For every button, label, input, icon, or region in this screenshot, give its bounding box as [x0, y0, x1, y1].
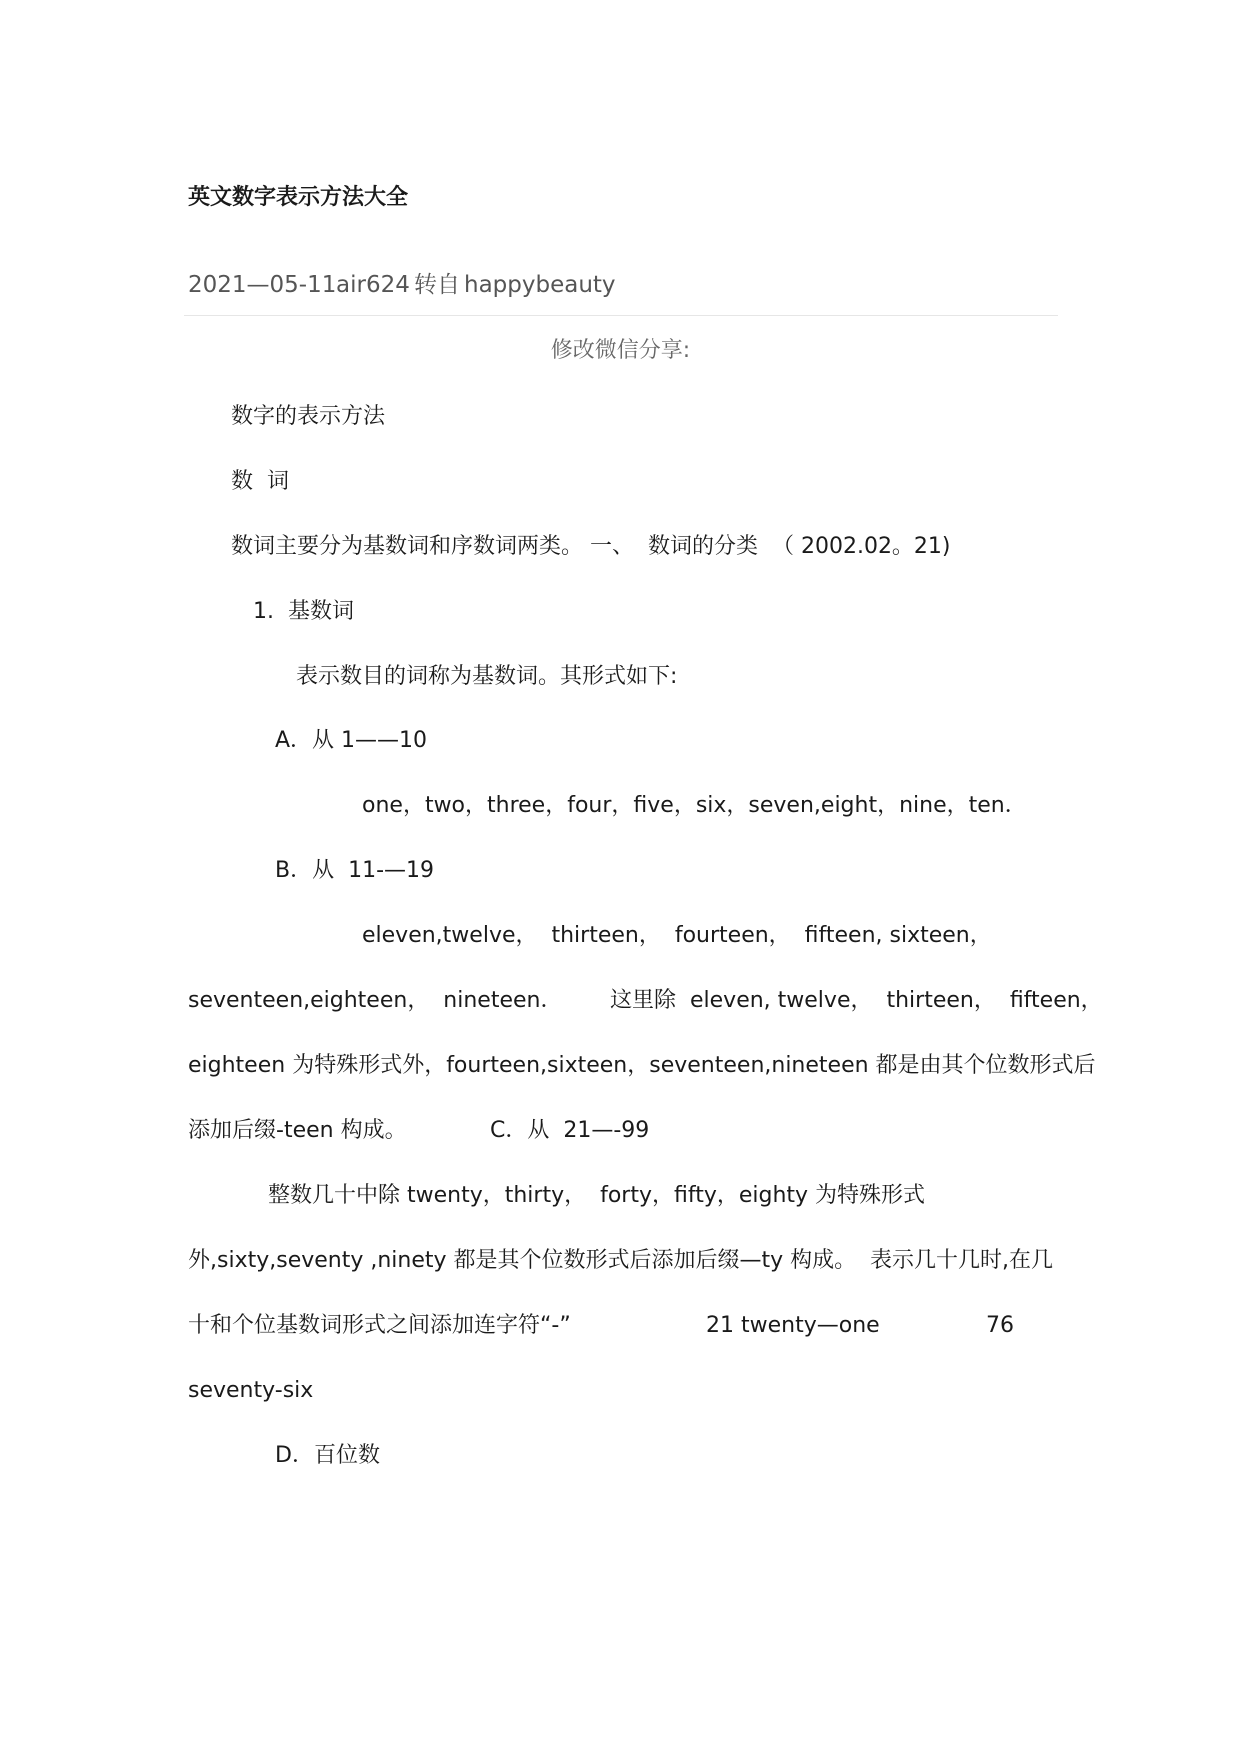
body-line-8: B．从 11-—19	[275, 858, 435, 883]
body-line-17: D．百位数	[275, 1443, 380, 1468]
body-line-5: 表示数目的词称为基数词。其形式如下:	[296, 664, 678, 689]
body-line-3: 数词主要分为基数词和序数词两类。 一、 数词的分类 （ 2002.02。21)	[231, 534, 951, 559]
body-line-4: 1. 基数词	[253, 599, 354, 624]
body-line-15a: 十和个位基数词形式之间添加连字符“-”	[188, 1313, 571, 1338]
share-label[interactable]: 修改微信分享:	[550, 338, 691, 363]
body-line-14a: 外,sixty,seventy ,ninety 都是其个位数形式后添加后缀—ty 构成。	[188, 1248, 857, 1273]
body-line-7: one，two，three，four，five，six，seven,eight，nine，ten．	[362, 793, 1027, 818]
body-line-9: eleven,twelve， thirteen， fourteen， fifteen, sixteen，	[362, 923, 992, 948]
body-line-13: 整数几十中除 twenty，thirty， forty，fifty，eighty 为特殊形式	[268, 1183, 926, 1208]
body-line-6: A．从 1——10	[275, 728, 428, 753]
article-date: 2021—05-11	[188, 272, 337, 298]
body-line-10b: 这里除 eleven, twelve， thirteen， fifteen，	[610, 988, 1103, 1013]
source-link[interactable]: happybeauty	[464, 272, 616, 298]
body-line-16: seventy-six	[188, 1378, 314, 1403]
body-line-2: 数 词	[231, 469, 289, 494]
body-line-14b: 表示几十几时,在几	[870, 1248, 1053, 1273]
body-line-1: 数字的表示方法	[231, 404, 386, 429]
header-divider	[184, 315, 1058, 316]
body-line-10a: seventeen,eighteen， nineteen．	[188, 988, 563, 1013]
article-title: 英文数字表示方法大全	[188, 185, 409, 210]
body-line-15c: 76	[986, 1313, 1014, 1338]
body-line-12a: 添加后缀-teen 构成。	[188, 1118, 407, 1143]
reprint-label: 转自	[414, 272, 460, 298]
author-link[interactable]: air624	[336, 272, 410, 298]
body-line-15b: 21 twenty—one	[706, 1313, 880, 1338]
body-line-11: eighteen 为特殊形式外，fourteen,sixteen，seventeen,nineteen 都是由其个位数形式后	[188, 1053, 1096, 1078]
body-line-12b: C．从 21—-99	[490, 1118, 650, 1143]
